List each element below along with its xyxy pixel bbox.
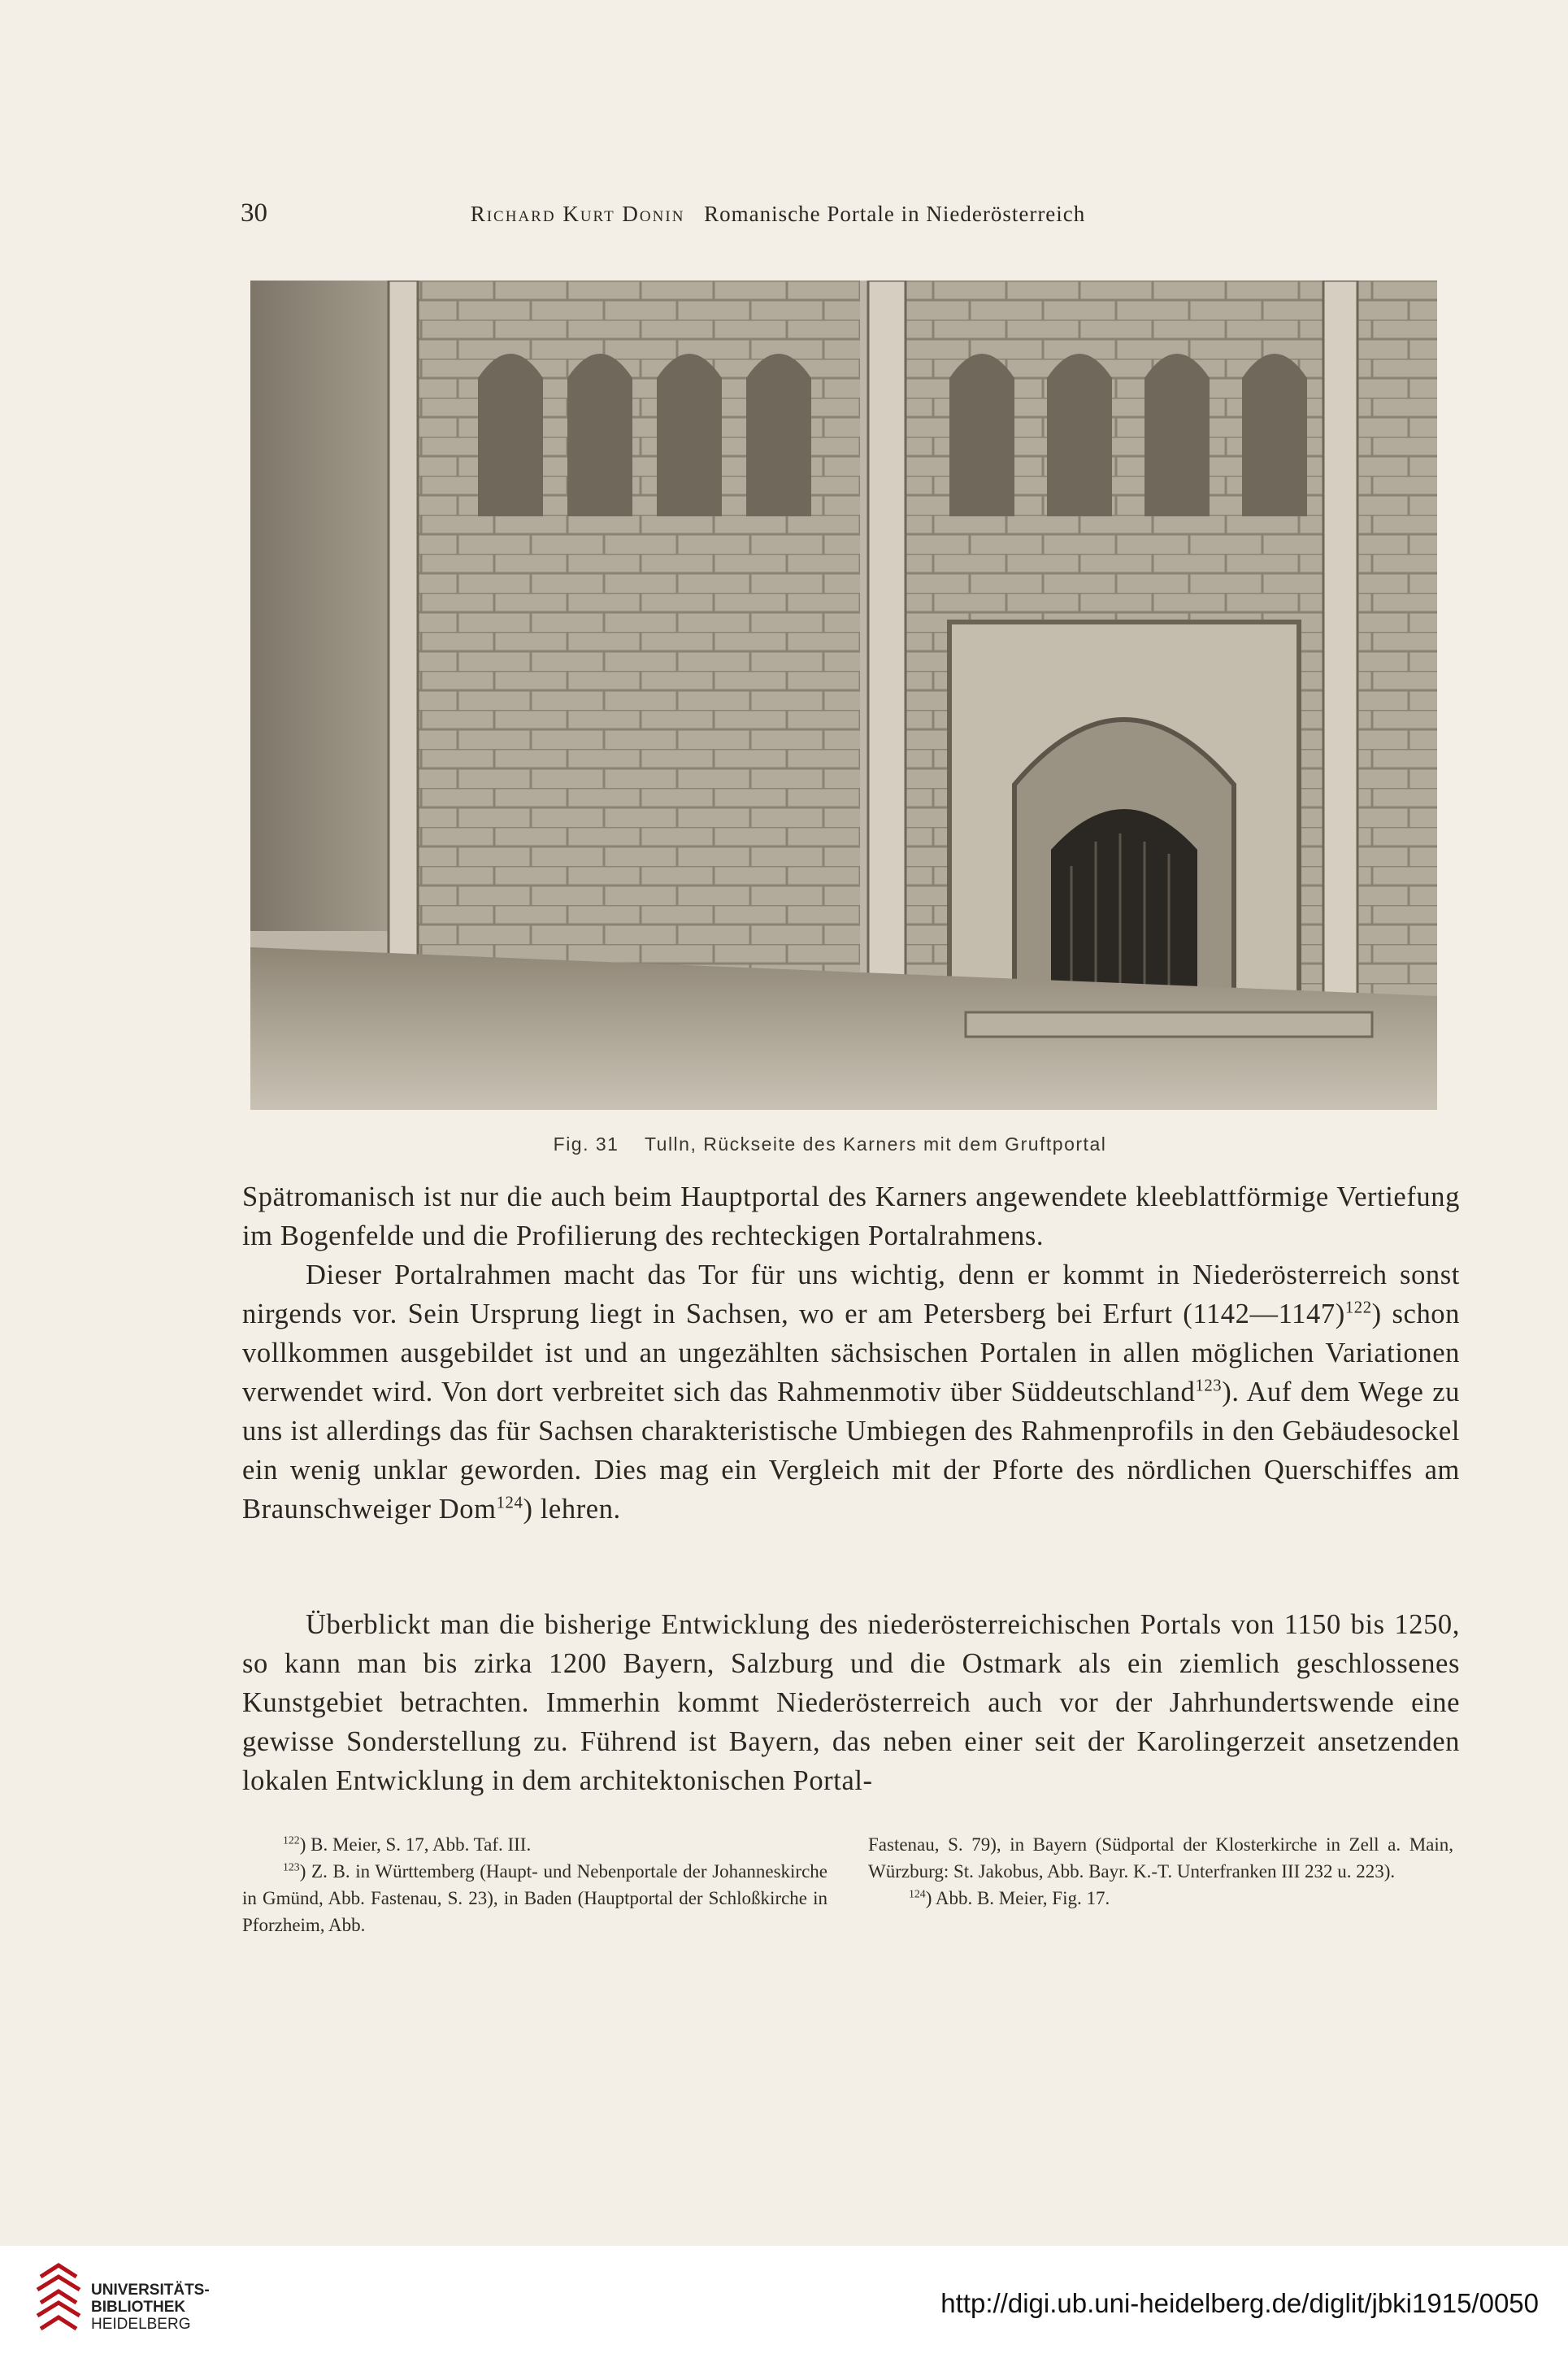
footnote-122-text: ) B. Meier, S. 17, Abb. Taf. III. (299, 1834, 532, 1855)
footnote-122 (242, 1831, 827, 1858)
paragraph-1: Spätromanisch ist nur die auch beim Hauptportal des Karners angewendete kleeblattförmige Vertiefung im Bogenfelde und die Profilierung des rechteckigen Portalrahmens. (242, 1181, 1460, 1251)
library-logo-icon (33, 2260, 85, 2335)
footnote-ref-123: 123 (1195, 1377, 1223, 1395)
footnote-124-text: ) Abb. B. Meier, Fig. 17. (925, 1888, 1110, 1908)
paragraph-2-part-b: ) schon vollkommen ausgebildet ist und an ungezählten sächsischen Portalen in allen möglichen Variationen verwendet wird. Von dort verbreitet sich das Rahmenmotiv über Süddeutschland (242, 1299, 1460, 1407)
paragraph-2-part-d: ) lehren. (523, 1494, 621, 1525)
footnote-124 (868, 1885, 1453, 1912)
running-title (241, 202, 1315, 227)
library-name (91, 2282, 210, 2333)
footnote-ref-124: 124 (496, 1494, 523, 1512)
figure-caption-text: Tulln, Rückseite des Karners mit dem Gruftportal (644, 1133, 1107, 1155)
paragraph-2-part-c: ). Auf dem Wege zu uns ist allerdings das für Sachsen charakteristische Umbiegen des Rahmenprofils in den Gebäudesockel ein wenig unklar geworden. Dies mag ein Vergleich mit der Pforte des nördlichen Querschiffes am Braunschweiger Dom (242, 1377, 1460, 1525)
library-name-line-1: UNIVERSITÄTS- (91, 2282, 210, 2299)
building-photo-illustration (250, 281, 1437, 1110)
footnote-123 (242, 1858, 827, 1938)
paragraph-2-part-a: Dieser Portalrahmen macht das Tor für uns wichtig, denn er kommt in Niederösterreich sonst nirgends vor. Sein Ursprung liegt in Sachsen, wo er am Petersberg bei Erfurt (1142—1147) (242, 1259, 1460, 1329)
footnote-ref-122: 122 (1344, 1299, 1372, 1317)
footnote-123-number: 123 (283, 1860, 300, 1873)
paragraph-3: Überblickt man die bisherige Entwicklung des niederösterreichischen Portals von 1150 bis 1250, so kann man bis zirka 1200 Bayern, Salzburg und die Ostmark als ein ziemlich geschlossenes Kunstgebiet betrachten. Immerhin kommt Niederösterreich auch vor der Jahrhundertswende eine gewisse Sonderstellung zu. Führend ist Bayern, das neben einer seit der Karolingerzeit ansetzenden lokalen Entwicklung in dem architektonischen Portal- (242, 1609, 1460, 1796)
permalink-url[interactable]: http://digi.ub.uni-heidelberg.de/diglit/jbki1915/0050 (940, 2288, 1539, 2318)
library-footer-bar (0, 2246, 1568, 2358)
page-number: 30 (241, 198, 267, 228)
body-text-upper (242, 1177, 1460, 1529)
figure-caption (241, 1133, 1419, 1155)
footnote-123-text: ) Z. B. in Württemberg (Haupt- und Nebenportale der Johanneskirche in Gmünd, Abb. Fastenau, S. 23), in Baden (Hauptportal der Schloßkirche in Pforzheim, Abb. (242, 1861, 827, 1935)
running-header (241, 198, 1315, 239)
book-title: Romanische Portale in Niederösterreich (704, 202, 1086, 226)
footnote-122-number: 122 (283, 1834, 300, 1847)
footnote-124-number: 124 (909, 1887, 926, 1900)
footnotes-left-column (242, 1831, 827, 1938)
author-name: Richard Kurt Donin (470, 202, 685, 226)
body-text-lower (242, 1605, 1460, 1800)
paragraph-2 (242, 1255, 1460, 1529)
library-name-line-2: BIBLIOTHEK (91, 2299, 186, 2316)
figure-number: Fig. 31 (553, 1133, 619, 1155)
figure-photo (250, 281, 1437, 1110)
footnote-123-continued: Fastenau, S. 79), in Bayern (Südportal der Klosterkirche in Zell a. Main, Würzburg: St. Jakobus, Abb. Bayr. K.-T. Unterfranken III 232 u. 223). (868, 1834, 1453, 1882)
library-name-line-3: HEIDELBERG (91, 2316, 191, 2333)
footnotes-right-column (868, 1831, 1453, 1912)
